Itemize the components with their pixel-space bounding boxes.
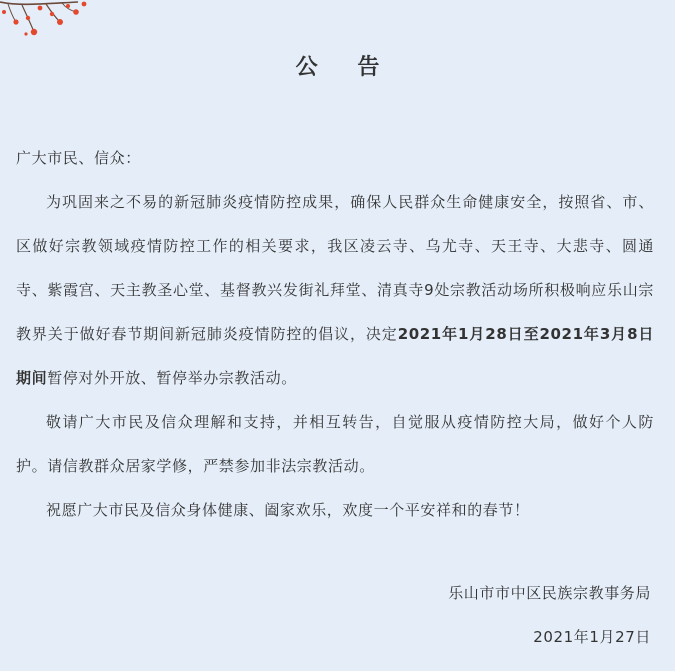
paragraph-wishes: 祝愿广大市民及信众身体健康、阖家欢乐，欢度一个平安祥和的春节！ xyxy=(46,501,530,519)
notice-title: 公 告 xyxy=(295,55,396,80)
paragraph1-text: 为巩固来之不易的新冠肺炎疫情防控成果，确保人民群众生命健康安全，按照省、市、区做好宗教领域疫情防控工作的相关要求，我区凌云寺、乌尤寺、天王寺、大悲寺、圆通寺、紫霞宫、天主教圣心堂、基督教兴发街礼拜堂、清真寺9处宗教活动场所积极响应乐山宗教界关于做好春节期间新冠肺炎疫情防控的倡议，决定 xyxy=(16,193,654,343)
issuer-signature: 乐山市市中区民族宗教事务局 xyxy=(448,584,651,602)
notice-body xyxy=(16,136,654,532)
paragraph1-text-end: 暂停对外开放、暂停举办宗教活动。 xyxy=(47,369,297,387)
plum-blossom-branch-decoration xyxy=(0,0,90,40)
salutation: 广大市民、信众： xyxy=(16,149,141,167)
issue-date: 2021年1月27日 xyxy=(533,628,651,646)
paragraph-closure-announcement xyxy=(16,180,654,400)
paragraph-request: 敬请广大市民及信众理解和支持，并相互转告，自觉服从疫情防控大局，做好个人防护。请信教群众居家学修，严禁参加非法宗教活动。 xyxy=(16,413,654,475)
closure-period: 2021年1月28日至2021年3月8日期间 xyxy=(16,325,655,387)
